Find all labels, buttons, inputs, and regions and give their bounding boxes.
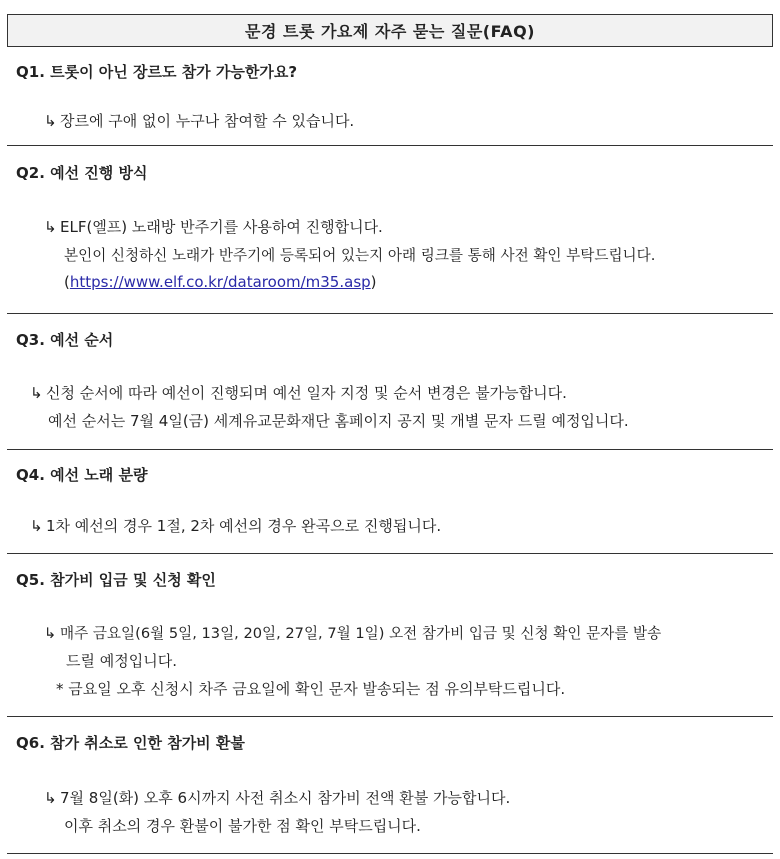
faq-question-2: Q2. 예선 진행 방식: [16, 164, 148, 182]
divider: [7, 553, 773, 554]
faq-question-6: Q6. 참가 취소로 인한 참가비 환불: [16, 734, 245, 752]
faq-question-1: Q1. 트롯이 아닌 장르도 참가 가능한가요?: [16, 63, 298, 81]
elf-dataroom-link[interactable]: https://www.elf.co.kr/dataroom/m35.asp: [69, 273, 371, 291]
page-title: 문경 트롯 가요제 자주 묻는 질문(FAQ): [7, 14, 773, 47]
reply-arrow-icon: ↳: [44, 112, 57, 130]
divider: [7, 145, 773, 146]
faq-question-5: Q5. 참가비 입금 및 신청 확인: [16, 571, 216, 589]
reply-arrow-icon: ↳: [44, 625, 57, 642]
faq-question-3: Q3. 예선 순서: [16, 331, 114, 349]
divider: [7, 449, 773, 450]
faq-answer-6-line-2: 이후 취소의 경우 환불이 불가한 점 확인 부탁드립니다.: [64, 817, 421, 835]
faq-answer-4-line-1: ↳ 1차 예선의 경우 1절, 2차 예선의 경우 완곡으로 진행됩니다.: [30, 517, 442, 535]
faq-answer-2-line-1: ↳ ELF(엘프) 노래방 반주기를 사용하여 진행합니다.: [44, 218, 383, 236]
reply-arrow-icon: ↳: [44, 789, 57, 807]
reply-arrow-icon: ↳: [30, 384, 43, 402]
faq-answer-3-line-1: ↳ 신청 순서에 따라 예선이 진행되며 예선 일자 지정 및 순서 변경은 불가능합니다.: [30, 384, 567, 402]
divider: [7, 853, 773, 854]
faq-question-4: Q4. 예선 노래 분량: [16, 466, 148, 484]
divider: [7, 313, 773, 314]
faq-answer-2-line-2: 본인이 신청하신 노래가 반주기에 등록되어 있는지 아래 링크를 통해 사전 확인 부탁드립니다.: [64, 247, 656, 264]
divider: [7, 716, 773, 717]
faq-answer-5-note: * 금요일 오후 신청시 차주 금요일에 확인 문자 발송되는 점 유의부탁드립니다.: [56, 680, 566, 698]
faq-answer-3-line-2: 예선 순서는 7월 4일(금) 세계유교문화재단 홈페이지 공지 및 개별 문자 드릴 예정입니다.: [48, 412, 629, 430]
faq-answer-5-line-1: ↳ 매주 금요일(6월 5일, 13일, 20일, 27일, 7월 1일) 오전 참가비 입금 및 신청 확인 문자를 발송: [44, 625, 662, 642]
reply-arrow-icon: ↳: [44, 218, 57, 236]
reply-arrow-icon: ↳: [30, 517, 43, 535]
faq-answer-6-line-1: ↳ 7월 8일(화) 오후 6시까지 사전 취소시 참가비 전액 환불 가능합니다.: [44, 789, 511, 807]
faq-answer-5-line-2: 드릴 예정입니다.: [66, 652, 177, 670]
faq-answer-1-line-1: ↳ 장르에 구애 없이 누구나 참여할 수 있습니다.: [44, 112, 355, 130]
faq-answer-2-link-line: (https://www.elf.co.kr/dataroom/m35.asp): [64, 273, 377, 291]
